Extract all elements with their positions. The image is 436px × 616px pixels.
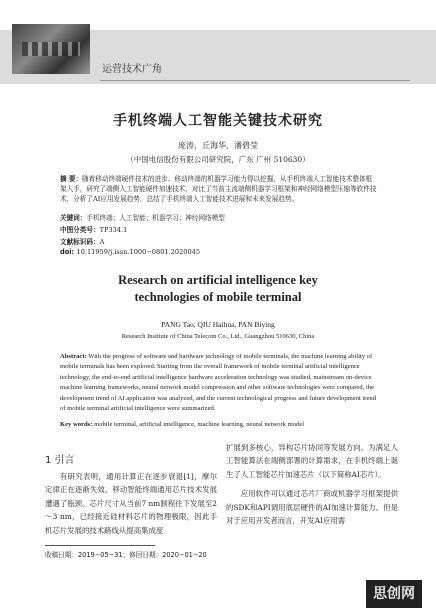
cn-title: 手机终端人工智能关键技术研究 xyxy=(113,113,323,129)
cn-authors: 庞涛，丘海华，潘碧莹 xyxy=(178,141,258,150)
en-title xyxy=(0,272,436,306)
cn-clc xyxy=(60,224,127,234)
en-affiliation: Research Institute of China Telecom Co., Ltd., Guangzhou 510630, China xyxy=(121,333,315,340)
cn-abstract xyxy=(60,174,378,205)
footnote-rule xyxy=(45,545,155,546)
en-keywords xyxy=(60,421,378,428)
cn-doi-label: doi: xyxy=(60,248,77,256)
column-label: 运营技术广角 xyxy=(102,64,162,75)
cn-keywords-label: 关键词： xyxy=(60,214,87,222)
cn-abstract-text: 随着移动终端硬件技术的进步、移动终端的机器学习能力得以挖掘，从手机终端人工智能技术整体框架入手，研究了端侧人工智能硬件加速技术，对比了当前主流端侧机器学习框架和神经网络模型压缩等软件技术，分析了AI应用发展趋势，总结了手机终端人工智能技术进展和未来发展趋势。 xyxy=(60,175,377,204)
en-abstract-text: With the progress of software and hardware technology of mobile terminals, the machine learning ability of mobile terminals has been explored. Starting from the overall framework of mobile terminal artificial intelligence technology, the end-to-end artificial intelligence hardware acceleration technology was studied, mainstream on-device machine learning frameworks, neural network model compression and other software technologies were compared, the development trend of AI application was analyzed, and the current technological progress and future development trend of mobile terminal artificial intelligence were summarized. xyxy=(60,353,377,413)
cn-doc-text: A xyxy=(99,238,105,246)
body-left-paragraph: 有研究表明，通用计算正在逐步衰退[1]，摩尔定律正在逐渐失效，移动智能终端通用芯片技术发展遭遇了瓶颈。芯片尺寸从当前7 nm制程往下发展至2～3 nm，已经接近硅材料芯片的物理极限，因此手机芯片发展的技术路线从提高集成度 xyxy=(45,472,217,535)
cn-affiliation: （中国电信股份有限公司研究院，广东 广州 510630） xyxy=(126,155,310,164)
cn-doc xyxy=(60,236,104,246)
header-photo xyxy=(12,24,90,74)
en-keywords-label: Key words: xyxy=(60,421,93,428)
en-title-line1: Research on artificial intelligence key xyxy=(118,273,318,287)
cn-keywords xyxy=(60,212,225,222)
body-left-column xyxy=(45,470,217,537)
body-right-paragraph-2: 应用软件可以通过芯片厂商或机器学习框架提供的SDK和API调用底层硬件的AI加速计算能力。但是对于应用开发者而言，开发AI应用需 xyxy=(226,489,398,526)
cn-abstract-label: 摘 要： xyxy=(60,175,83,183)
header-rule xyxy=(100,80,410,81)
body-right-column xyxy=(226,441,398,527)
cn-keywords-text: 手机终端；人工智能；机器学习；神经网络模型 xyxy=(86,214,225,222)
cn-clc-text: TP334.1 xyxy=(99,226,128,234)
body-right-paragraph-1: 扩展到多核心，异构芯片协同等发展方向。为满足人工智能算法在端侧部署的计算需求，在手机终端上诞生了人工智能芯片加速芯片（以下简称AI芯片）。 xyxy=(226,443,398,479)
en-keywords-text: mobile terminal, artificial intelligence, machine learning, neural network model xyxy=(92,421,305,428)
cn-doi xyxy=(60,248,200,256)
footnote: 收稿日期：2019−05−31；修回日期：2020−01−20 xyxy=(45,551,207,559)
cn-doi-text: 10.11959/j.issn.1000−0801.2020045 xyxy=(76,248,201,256)
en-authors: PANG Tao, QIU Haihua, PAN Biying xyxy=(161,320,275,329)
en-title-line2: technologies of mobile terminal xyxy=(134,290,302,304)
cn-clc-label: 中图分类号： xyxy=(60,226,100,234)
cn-doc-label: 文献标识码： xyxy=(60,238,100,246)
section-heading: 1 引言 xyxy=(45,455,75,466)
en-abstract xyxy=(60,352,378,414)
en-abstract-label: Abstract: xyxy=(60,353,87,360)
watermark-logo: 思创网 xyxy=(366,580,422,608)
